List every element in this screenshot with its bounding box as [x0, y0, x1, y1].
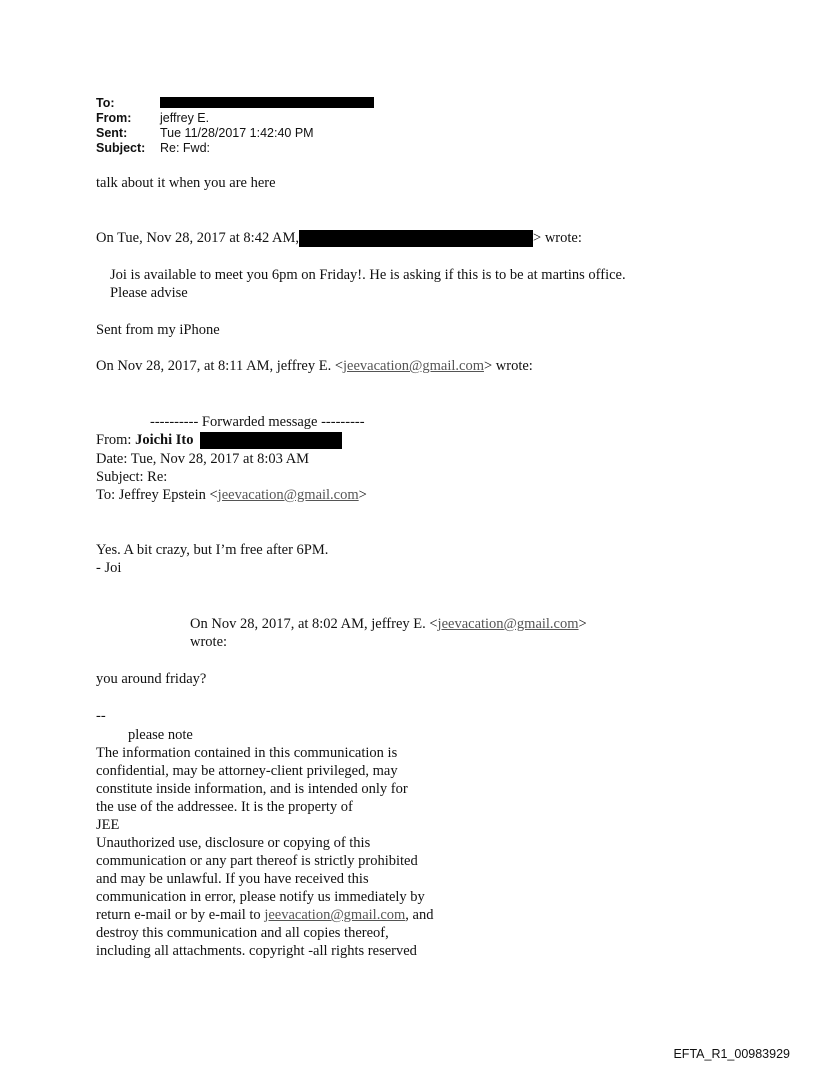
- quote2-prefix: On Nov 28, 2017, at 8:11 AM, jeffrey E. <: [96, 358, 343, 374]
- subject-value: Re: Fwd:: [160, 141, 211, 155]
- disclaimer-line: communication or any part thereof is strictly prohibited: [96, 853, 418, 869]
- quote1-suffix: > wrote:: [533, 230, 582, 246]
- forwarded-to: [96, 486, 367, 504]
- quote1-line2: Please advise: [110, 285, 188, 301]
- signature-dashes: --: [96, 708, 106, 724]
- quote1-line1: Joi is available to meet you 6pm on Friday!. He is asking if this is to be at martins office.: [110, 267, 626, 283]
- header-from-row: [96, 111, 374, 126]
- from-value: jeffrey E.: [160, 111, 210, 125]
- email-link[interactable]: jeevacation@gmail.com: [217, 487, 359, 503]
- inner-quote-suffix: >: [578, 616, 587, 632]
- disclaimer-line: confidential, may be attorney-client privileged, may: [96, 763, 398, 779]
- joi-reply-line1: Yes. A bit crazy, but I’m free after 6PM.: [96, 542, 329, 558]
- forwarded-to-suffix: >: [358, 487, 367, 503]
- reply-text: talk about it when you are here: [96, 175, 276, 191]
- header-to-row: [96, 96, 374, 111]
- subject-label: Subject:: [96, 141, 146, 155]
- forwarded-date: Date: Tue, Nov 28, 2017 at 8:03 AM: [96, 451, 310, 467]
- disclaimer-line: destroy this communication and all copies thereof,: [96, 925, 389, 941]
- redaction-bar: [200, 432, 342, 449]
- disclaimer-line: communication in error, please notify us immediately by: [96, 889, 425, 905]
- disclaimer-line: and may be unlawful. If you have received this: [96, 871, 369, 887]
- sent-value: Tue 11/28/2017 1:42:40 PM: [160, 126, 314, 140]
- return-prefix: return e-mail or by e-mail to: [96, 907, 265, 923]
- signature-note: please note: [128, 727, 193, 743]
- inner-quote-prefix: On Nov 28, 2017, at 8:02 AM, jeffrey E. <: [190, 616, 438, 632]
- disclaimer-line: including all attachments. copyright -all rights reserved: [96, 943, 417, 959]
- email-link[interactable]: jeevacation@gmail.com: [437, 616, 579, 632]
- forwarded-subject: Subject: Re:: [96, 469, 168, 485]
- inner-quote-attribution: [190, 615, 587, 633]
- original-message: you around friday?: [96, 671, 207, 687]
- forwarded-from-label: From:: [96, 432, 136, 448]
- email-link[interactable]: jeevacation@gmail.com: [264, 907, 406, 923]
- quote1-attribution: [96, 229, 582, 247]
- disclaimer-return-line: [96, 906, 433, 924]
- forwarded-from-name: Joichi Ito: [135, 432, 194, 448]
- disclaimer-line: The information contained in this communication is: [96, 745, 398, 761]
- redaction-bar: [160, 97, 374, 108]
- quote2-attribution: [96, 357, 533, 375]
- header-subject-row: [96, 141, 374, 156]
- joi-reply-line2: - Joi: [96, 560, 122, 576]
- forwarded-divider: ---------- Forwarded message ---------: [150, 414, 365, 430]
- sent-label: Sent:: [96, 126, 128, 140]
- document-id: EFTA_R1_00983929: [673, 1047, 790, 1061]
- redaction-bar: [299, 230, 533, 247]
- from-label: From:: [96, 111, 132, 125]
- sent-from-iphone: Sent from my iPhone: [96, 322, 220, 338]
- forwarded-from: [96, 431, 342, 449]
- disclaimer-line: JEE: [96, 817, 120, 833]
- quote2-suffix: > wrote:: [483, 358, 533, 374]
- email-header: [96, 96, 374, 156]
- to-label: To:: [96, 96, 115, 110]
- forwarded-to-prefix: To: Jeffrey Epstein <: [96, 487, 218, 503]
- disclaimer-block: [96, 744, 433, 960]
- return-suffix: , and: [405, 907, 434, 923]
- disclaimer-line: constitute inside information, and is intended only for: [96, 781, 408, 797]
- header-sent-row: [96, 126, 374, 141]
- disclaimer-line: the use of the addressee. It is the property of: [96, 799, 353, 815]
- email-link[interactable]: jeevacation@gmail.com: [343, 358, 484, 374]
- quote1-prefix: On Tue, Nov 28, 2017 at 8:42 AM,: [96, 230, 300, 246]
- inner-quote-wrote: wrote:: [190, 634, 228, 650]
- disclaimer-line: Unauthorized use, disclosure or copying of this: [96, 835, 371, 851]
